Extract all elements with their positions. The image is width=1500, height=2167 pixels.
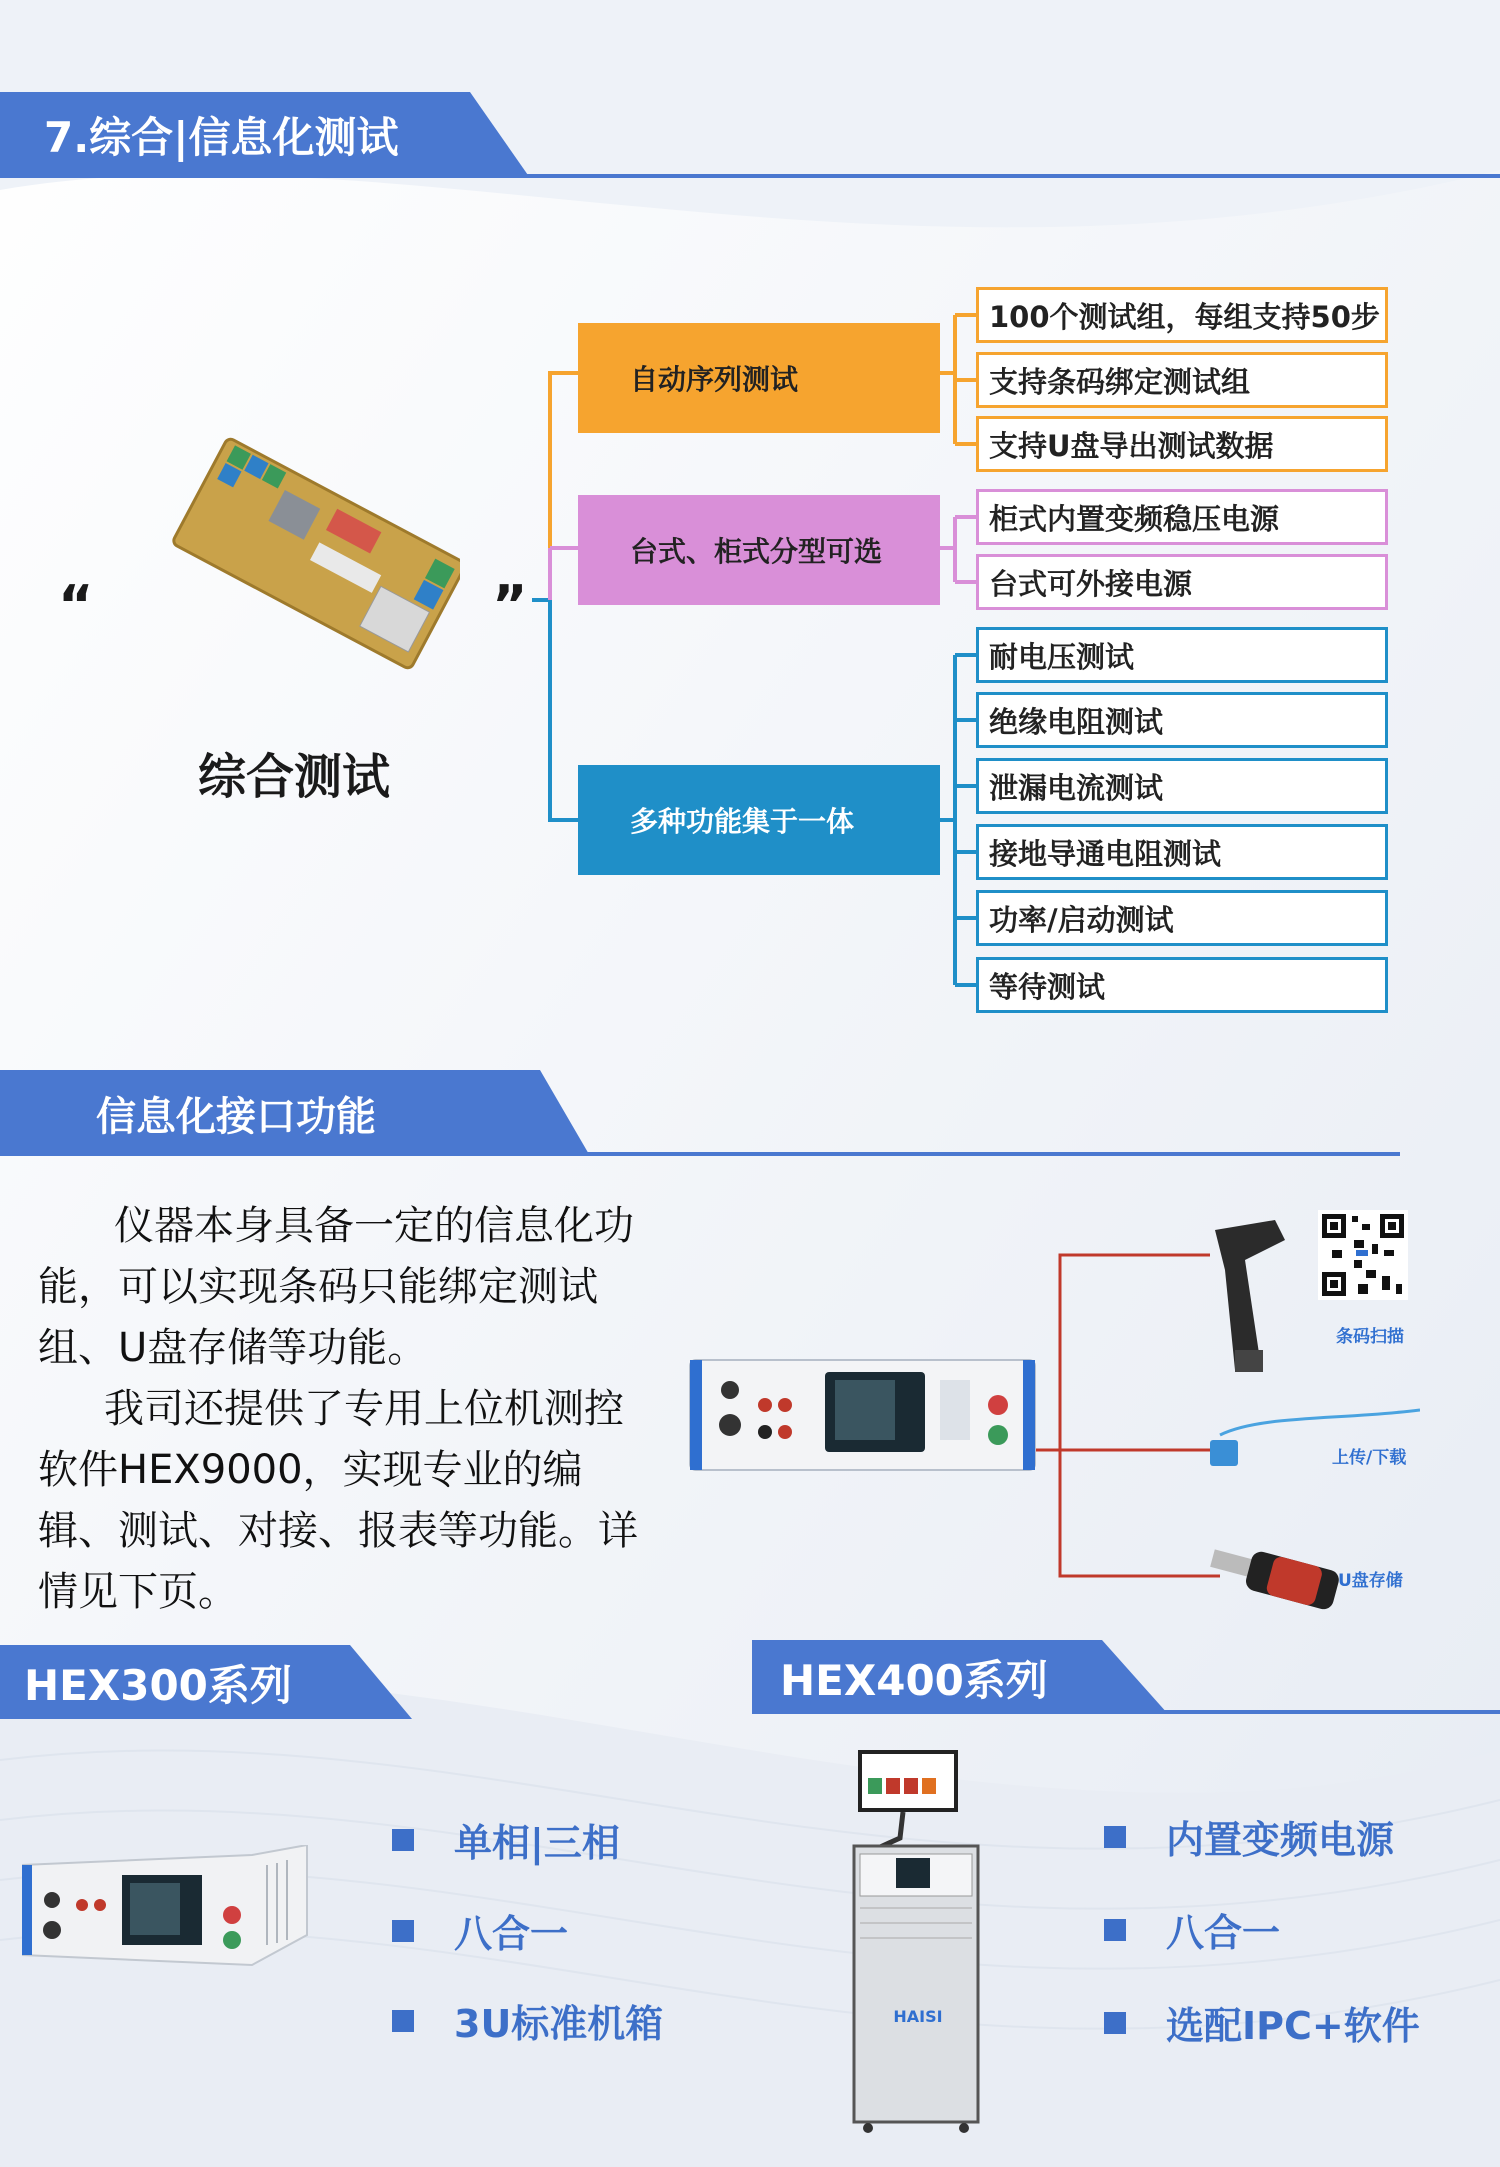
upload-download-label: 上传/下载: [1332, 1448, 1407, 1468]
bullet-square-icon: [392, 1829, 414, 1851]
feature-label: 八合一: [1166, 1911, 1281, 1955]
hex300-instrument-image: [22, 1845, 322, 1975]
leaf-item: 接地导通电阻测试: [976, 824, 1388, 880]
bullet-square-icon: [1104, 1919, 1126, 1941]
leaf-item: 绝缘电阻测试: [976, 692, 1388, 748]
feature-label: 内置变频电源: [1166, 1818, 1395, 1862]
barcode-scan-label: 条码扫描: [1336, 1327, 1404, 1347]
bullet-square-icon: [392, 2010, 414, 2032]
leaf-item: 支持条码绑定测试组: [976, 352, 1388, 408]
section1-title: 7.综合|信息化测试: [44, 113, 399, 162]
hex300-feature: [392, 1903, 568, 1958]
leaf-item: 功率/启动测试: [976, 890, 1388, 946]
hex400-feature: [1104, 1902, 1280, 1957]
quote-open: “: [58, 574, 94, 637]
category-label: 台式、柜式分型可选: [630, 535, 883, 568]
intro-paragraph-1: 仪器本身具备一定的信息化功能，可以实现条码只能绑定测试组、U盘存储等功能。: [38, 1203, 634, 1371]
category-multi-function: [578, 765, 940, 875]
leaf-item: 100个测试组，每组支持50步: [976, 287, 1388, 343]
hex300-feature: [392, 1812, 620, 1867]
category-auto-sequence: [578, 323, 940, 433]
category-label: 多种功能集于一体: [630, 805, 855, 838]
leaf-item: 泄漏电流测试: [976, 758, 1388, 814]
bullet-square-icon: [392, 1920, 414, 1942]
category-label: 自动序列测试: [630, 363, 799, 396]
root-label: 综合测试: [198, 749, 391, 805]
leaf-item: 等待测试: [976, 957, 1388, 1013]
feature-label: 单相|三相: [454, 1821, 620, 1865]
feature-label: 选配IPC+软件: [1166, 2004, 1420, 2048]
quote-close: ”: [492, 574, 528, 637]
hex400-feature: [1104, 1809, 1394, 1864]
bullet-square-icon: [1104, 1826, 1126, 1848]
hex400-cabinet-image: [848, 1748, 988, 2138]
leaf-item: 柜式内置变频稳压电源: [976, 489, 1388, 545]
hex300-title: HEX300系列: [24, 1661, 292, 1710]
hex300-feature: [392, 1993, 663, 2048]
leaf-item: 台式可外接电源: [976, 554, 1388, 610]
interface-diagram: [650, 1200, 1420, 1620]
category-model-type: [578, 495, 940, 605]
bullet-square-icon: [1104, 2012, 1126, 2034]
cabinet-brand-logo: HAISI: [893, 2007, 943, 2026]
feature-label: 八合一: [454, 1912, 569, 1956]
hex400-feature: [1104, 1995, 1420, 2050]
feature-label: 3U标准机箱: [454, 2002, 664, 2046]
leaf-item: 支持U盘导出测试数据: [976, 416, 1388, 472]
usb-storage-label: U盘存储: [1338, 1571, 1403, 1591]
section2-title: 信息化接口功能: [96, 1093, 376, 1140]
intro-paragraph-2: 我司还提供了专用上位机测控软件HEX9000，实现专业的编辑、测试、对接、报表等功能。详情见下页。: [38, 1386, 638, 1615]
hex400-title: HEX400系列: [780, 1656, 1048, 1705]
leaf-item: 耐电压测试: [976, 627, 1388, 683]
